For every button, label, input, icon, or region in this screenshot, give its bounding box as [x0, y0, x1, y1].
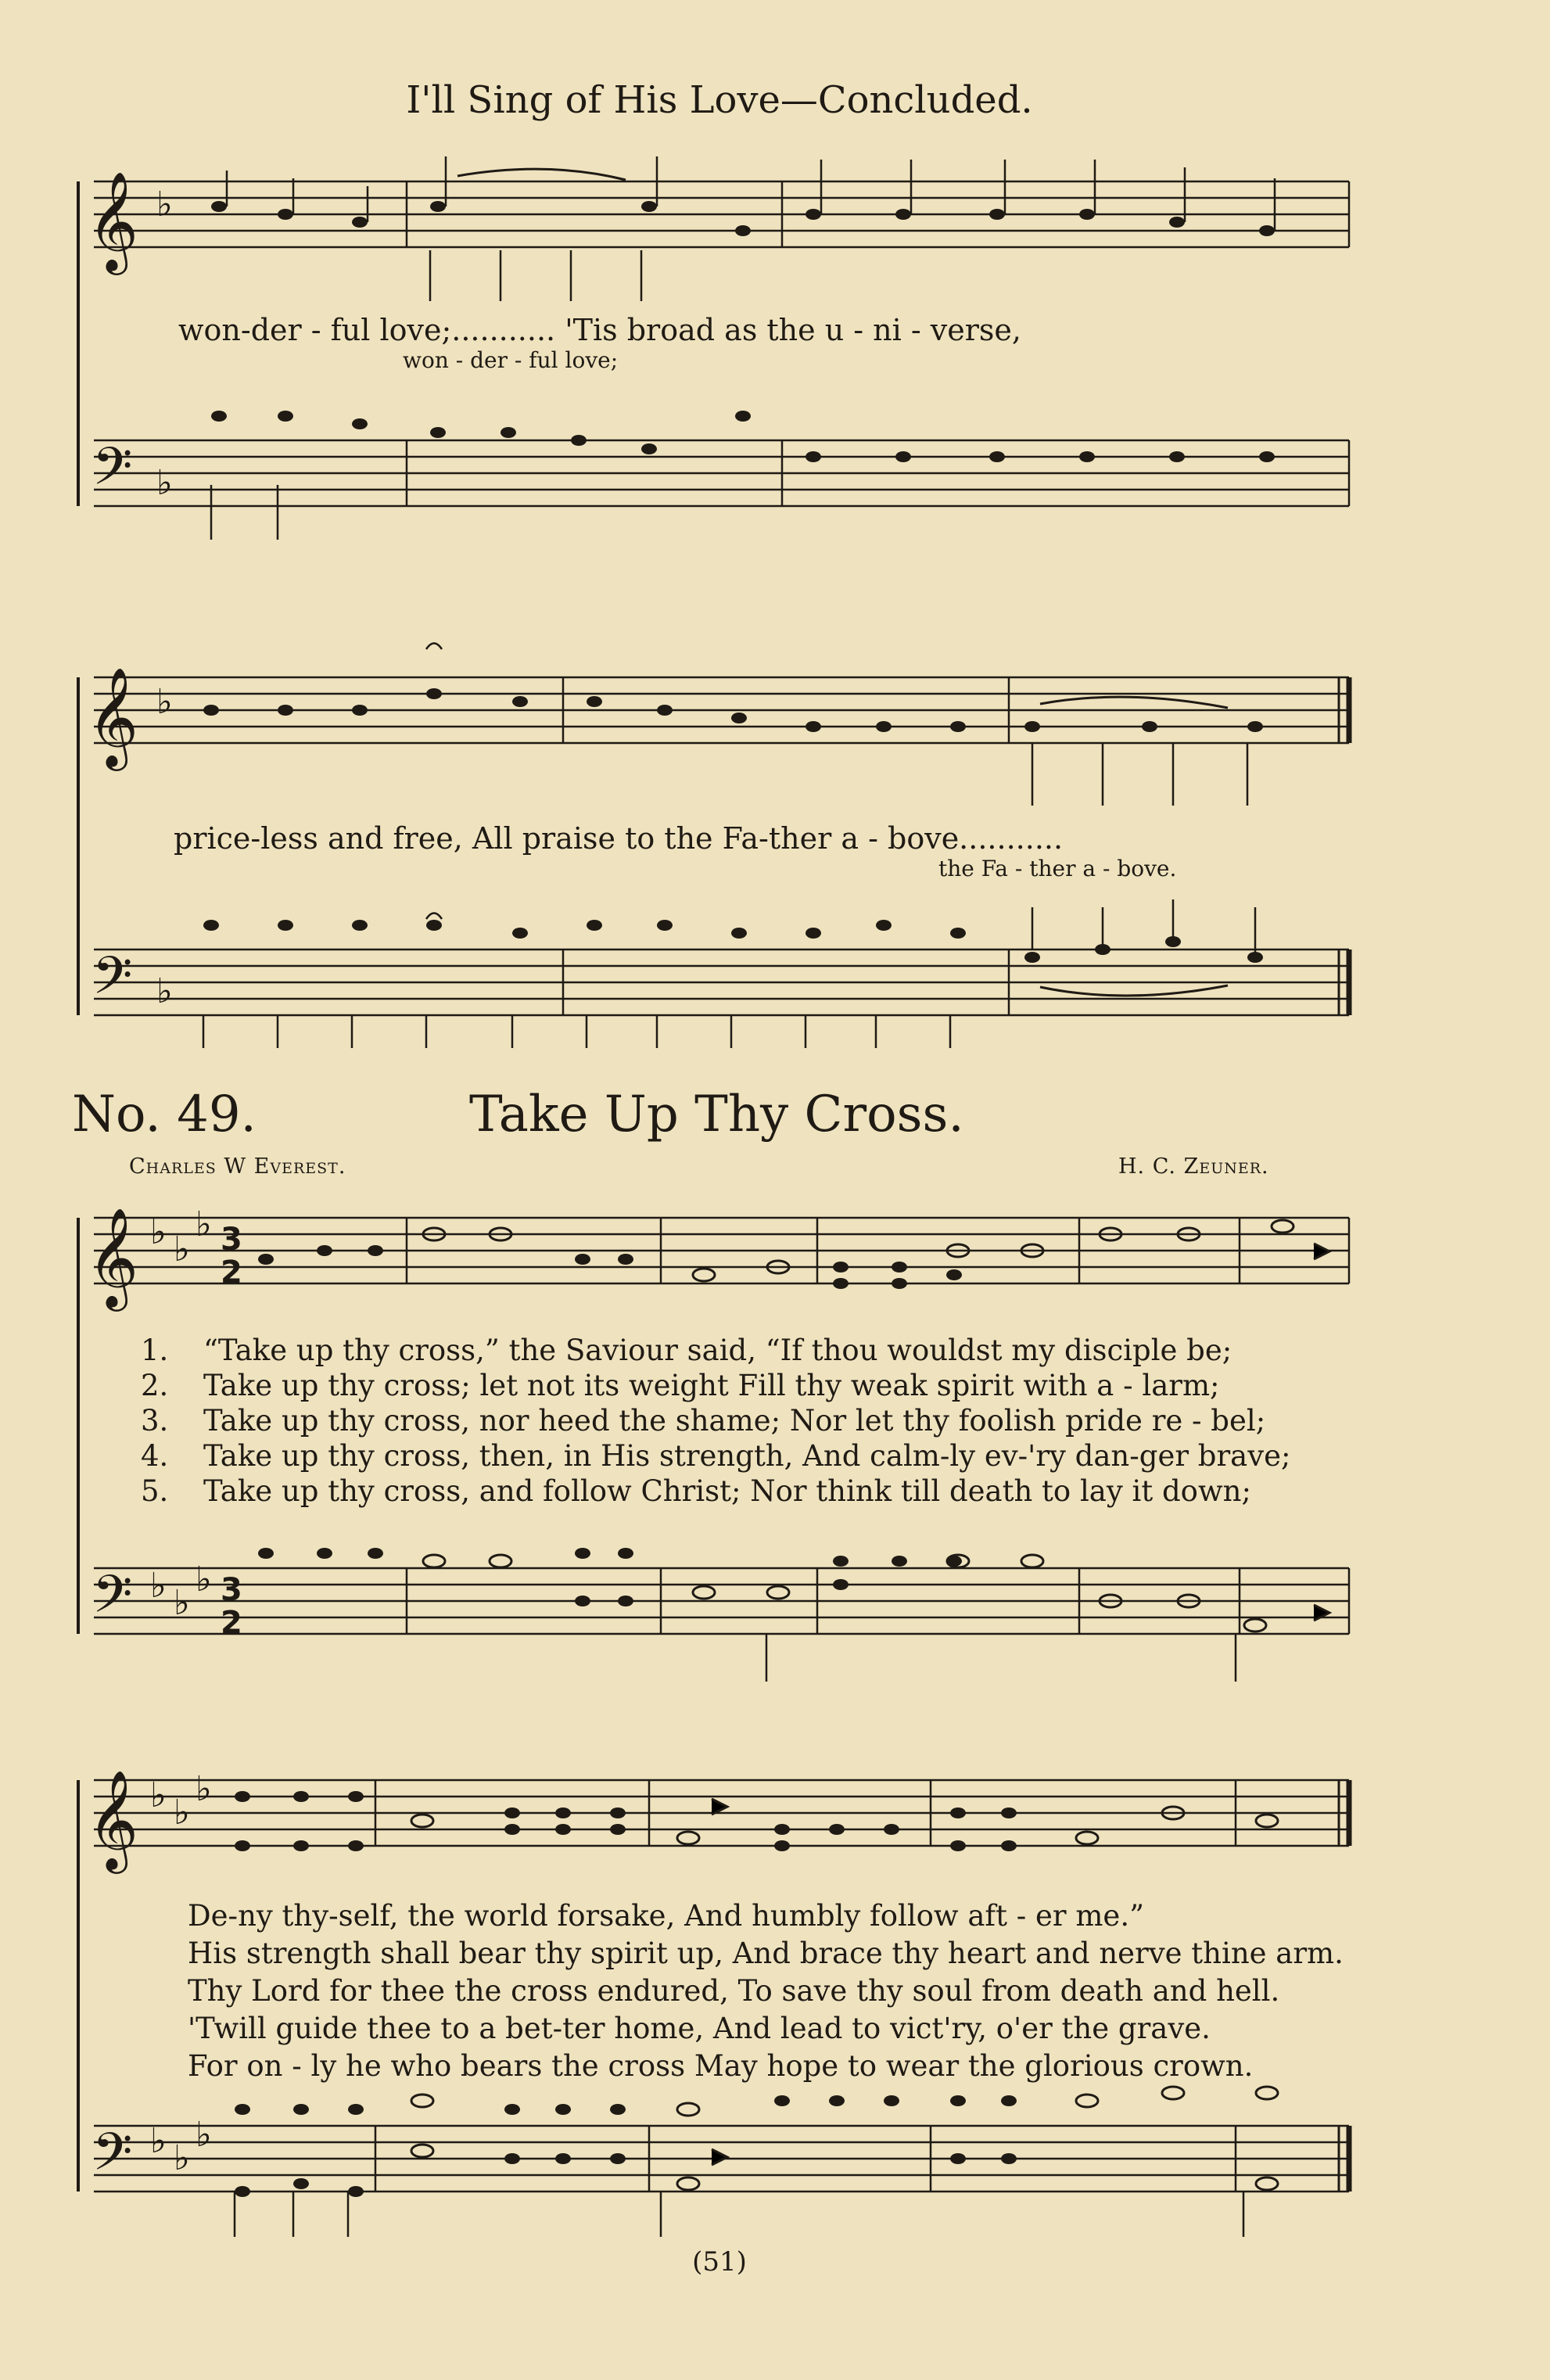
- hymn-number: No. 49.: [72, 1086, 257, 1143]
- verse-line: [141, 1334, 1290, 1369]
- svg-text:♭: ♭: [156, 971, 173, 1011]
- lyric-line: De-ny thy-self, the world forsake, And humbly follow aft - er me.”: [188, 1899, 1145, 1933]
- second-half-lyrics: [188, 1899, 1344, 2087]
- svg-text:♭: ♭: [196, 1769, 212, 1809]
- svg-text:2: 2: [221, 1605, 242, 1641]
- svg-text:♭: ♭: [196, 1204, 212, 1244]
- page-number: (51): [692, 2246, 747, 2278]
- bass-clef-icon: 𝄢: [92, 946, 133, 1018]
- verse-number: 3.: [141, 1404, 169, 1438]
- svg-text:♭: ♭: [150, 1212, 167, 1252]
- verse-text: “Take up thy cross,” the Saviour said, “If thou wouldst my disciple be;: [203, 1334, 1232, 1367]
- lyric-line: Thy Lord for thee the cross endured, To save thy soul from death and hell.: [188, 1974, 1280, 2008]
- system-1-lyric: won-der - ful love;........... 'Tis broad as the u - ni - verse,: [178, 313, 1021, 347]
- svg-text:♭: ♭: [150, 2121, 167, 2161]
- verse-list: [141, 1334, 1290, 1509]
- svg-text:♭: ♭: [174, 2138, 190, 2178]
- verse-line: [141, 1369, 1290, 1404]
- verse-number: 1.: [141, 1334, 169, 1367]
- verse-line: [141, 1404, 1290, 1439]
- treble-clef-icon: 𝄞: [88, 1769, 139, 1869]
- svg-text:♭: ♭: [156, 185, 173, 224]
- hymn-author: Charles W Everest.: [129, 1154, 346, 1179]
- treble-clef-icon: 𝄞: [88, 1207, 139, 1307]
- svg-text:♭: ♭: [174, 1793, 190, 1833]
- svg-text:♭: ♭: [174, 1583, 190, 1623]
- half-notes: [411, 169, 1293, 2190]
- svg-text:2: 2: [221, 1255, 242, 1291]
- svg-text:3: 3: [221, 1572, 242, 1608]
- treble-clef-icon: 𝄞: [88, 666, 139, 766]
- svg-text:♭: ♭: [196, 2115, 212, 2155]
- svg-text:♭: ♭: [156, 682, 173, 722]
- system-1-alto-lyric: won - der - ful love;: [403, 347, 619, 373]
- svg-text:♭: ♭: [150, 1775, 167, 1815]
- hymn-composer: H. C. Zeuner.: [1118, 1154, 1269, 1179]
- svg-text:♭: ♭: [156, 463, 173, 503]
- page-title: I'll Sing of His Love—Concluded.: [406, 78, 1033, 122]
- treble-clef-icon: 𝄞: [88, 171, 139, 271]
- system-2-lyric: price-less and free, All praise to the Fa-ther a - bove...........: [174, 821, 1064, 856]
- verse-text: Take up thy cross, nor heed the shame; Nor let thy foolish pride re - bel;: [203, 1404, 1266, 1438]
- svg-text:♭: ♭: [196, 1560, 212, 1599]
- bass-clef-icon: 𝄢: [92, 436, 133, 509]
- key-signatures: [150, 185, 242, 2178]
- lyric-line: His strength shall bear thy spirit up, And brace thy heart and nerve thine arm.: [188, 1937, 1344, 1970]
- verse-line: [141, 1474, 1290, 1509]
- verse-text: Take up thy cross; let not its weight Fill thy weak spirit with a - larm;: [203, 1369, 1220, 1402]
- fermata-marks: [426, 644, 442, 920]
- system-2-alto-lyric: the Fa - ther a - bove.: [938, 856, 1177, 881]
- note-heads: [203, 201, 1275, 2197]
- verse-number: 4.: [141, 1439, 169, 1473]
- hymn-title: Take Up Thy Cross.: [469, 1086, 964, 1143]
- verse-text: Take up thy cross, then, in His strength, And calm-ly ev-'ry dan-ger brave;: [203, 1439, 1291, 1473]
- verse-number: 2.: [141, 1369, 169, 1402]
- verse-text: Take up thy cross, and follow Christ; Nor think till death to lay it down;: [203, 1474, 1251, 1508]
- verse-number: 5.: [141, 1474, 169, 1508]
- bass-clef-icon: 𝄢: [92, 1564, 133, 1637]
- svg-text:3: 3: [221, 1222, 242, 1258]
- verse-line: [141, 1439, 1290, 1474]
- bass-clef-icon: 𝄢: [92, 2122, 133, 2195]
- svg-text:♭: ♭: [174, 1229, 190, 1269]
- lyric-line: 'Twill guide thee to a bet-ter home, And lead to vict'ry, o'er the grave.: [188, 2012, 1211, 2045]
- svg-text:♭: ♭: [150, 1566, 167, 1606]
- lyric-line: For on - ly he who bears the cross May hope to wear the glorious crown.: [188, 2049, 1254, 2083]
- clef-glyphs: [88, 171, 138, 2195]
